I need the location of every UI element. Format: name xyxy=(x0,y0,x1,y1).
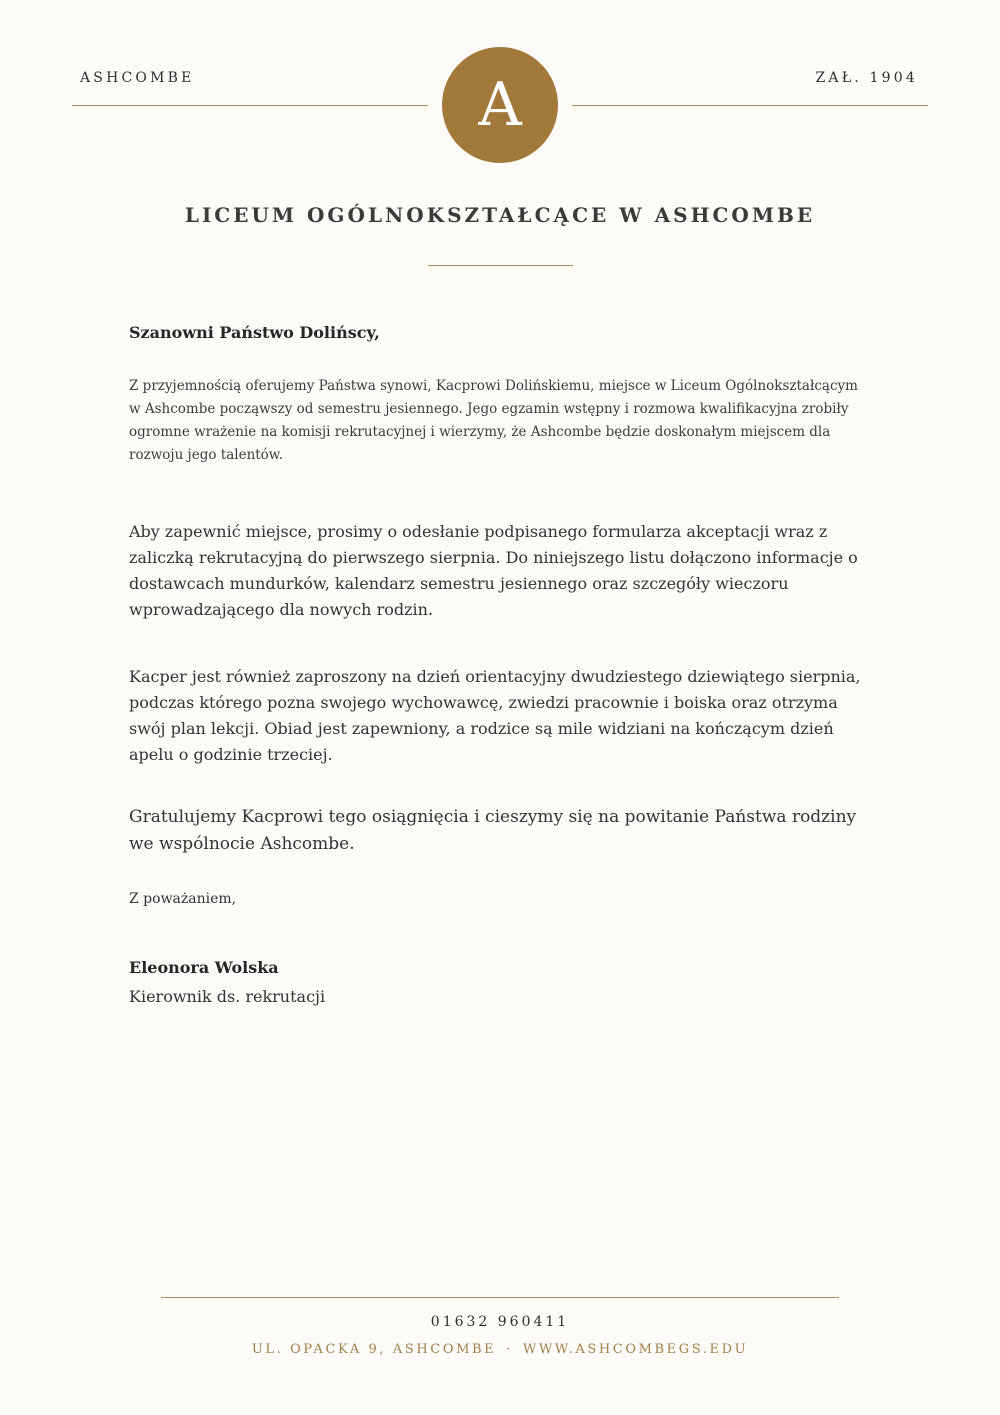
signatory-role: Kierownik ds. rekrutacji xyxy=(129,987,326,1006)
footer-phone: 01632 960411 xyxy=(430,1314,570,1330)
header-right-rule xyxy=(572,105,928,106)
header-left-text: ASHCOMBE xyxy=(80,70,195,86)
paragraph-3: Kacper jest również zaproszony na dzień orientacyjny dwudziestego dziewiątego sierpnia, podczas którego pozna swojego wychowawcę, zwiedzi pracownie i boiska oraz otrzyma swój plan lekcji. Obiad jest zapewniony, a rodzice są mile widziani na kończącym dzień apelu o godzinie trzeciej. xyxy=(129,667,861,764)
paragraph-4: Gratulujemy Kacprowi tego osiągnięcia i cieszymy się na powitanie Państwa rodziny we wspólnocie Ashcombe. xyxy=(129,807,857,854)
header-right-text: ZAŁ. 1904 xyxy=(815,70,918,86)
footer-separator: · xyxy=(506,1342,513,1357)
paragraph-1: Z przyjemnością oferujemy Państwa synowi, Kacprowi Dolińskiemu, miejsce w Liceum Ogólnokształcącym w Ashcombe począwszy od semestru jesiennego. Jego egzamin wstępny i rozmowa kwalifikacyjna zrobiły ogromne wrażenie na komisji rekrutacyjnej i wierzymy, że Ashcombe będzie doskonałym miejscem dla rozwoju jego talentów. xyxy=(129,378,858,463)
monogram-badge: A xyxy=(442,47,558,163)
footer-address: UL. OPACKA 9, ASHCOMBE xyxy=(251,1342,497,1357)
footer-address-line xyxy=(0,1342,1000,1357)
footer-rule xyxy=(161,1297,839,1298)
footer-website[interactable]: WWW.ASHCOMBEGS.EDU xyxy=(523,1342,749,1357)
school-title: LICEUM OGÓLNOKSZTAŁCĄCE W ASHCOMBE xyxy=(184,203,816,227)
salutation: Szanowni Państwo Dolińscy, xyxy=(129,323,380,342)
header-left-rule xyxy=(72,105,428,106)
signatory-name: Eleonora Wolska xyxy=(129,958,279,977)
title-divider xyxy=(428,265,573,266)
paragraph-2: Aby zapewnić miejsce, prosimy o odesłanie podpisanego formularza akceptacji wraz z zaliczką rekrutacyjną do pierwszego sierpnia. Do niniejszego listu dołączono informacje o dostawcach mundurków, kalendarz semestru jesiennego oraz szczegóły wieczoru wprowadzającego dla nowych rodzin. xyxy=(129,522,858,619)
letter-body xyxy=(129,321,871,1010)
closing: Z poważaniem, xyxy=(129,891,237,907)
